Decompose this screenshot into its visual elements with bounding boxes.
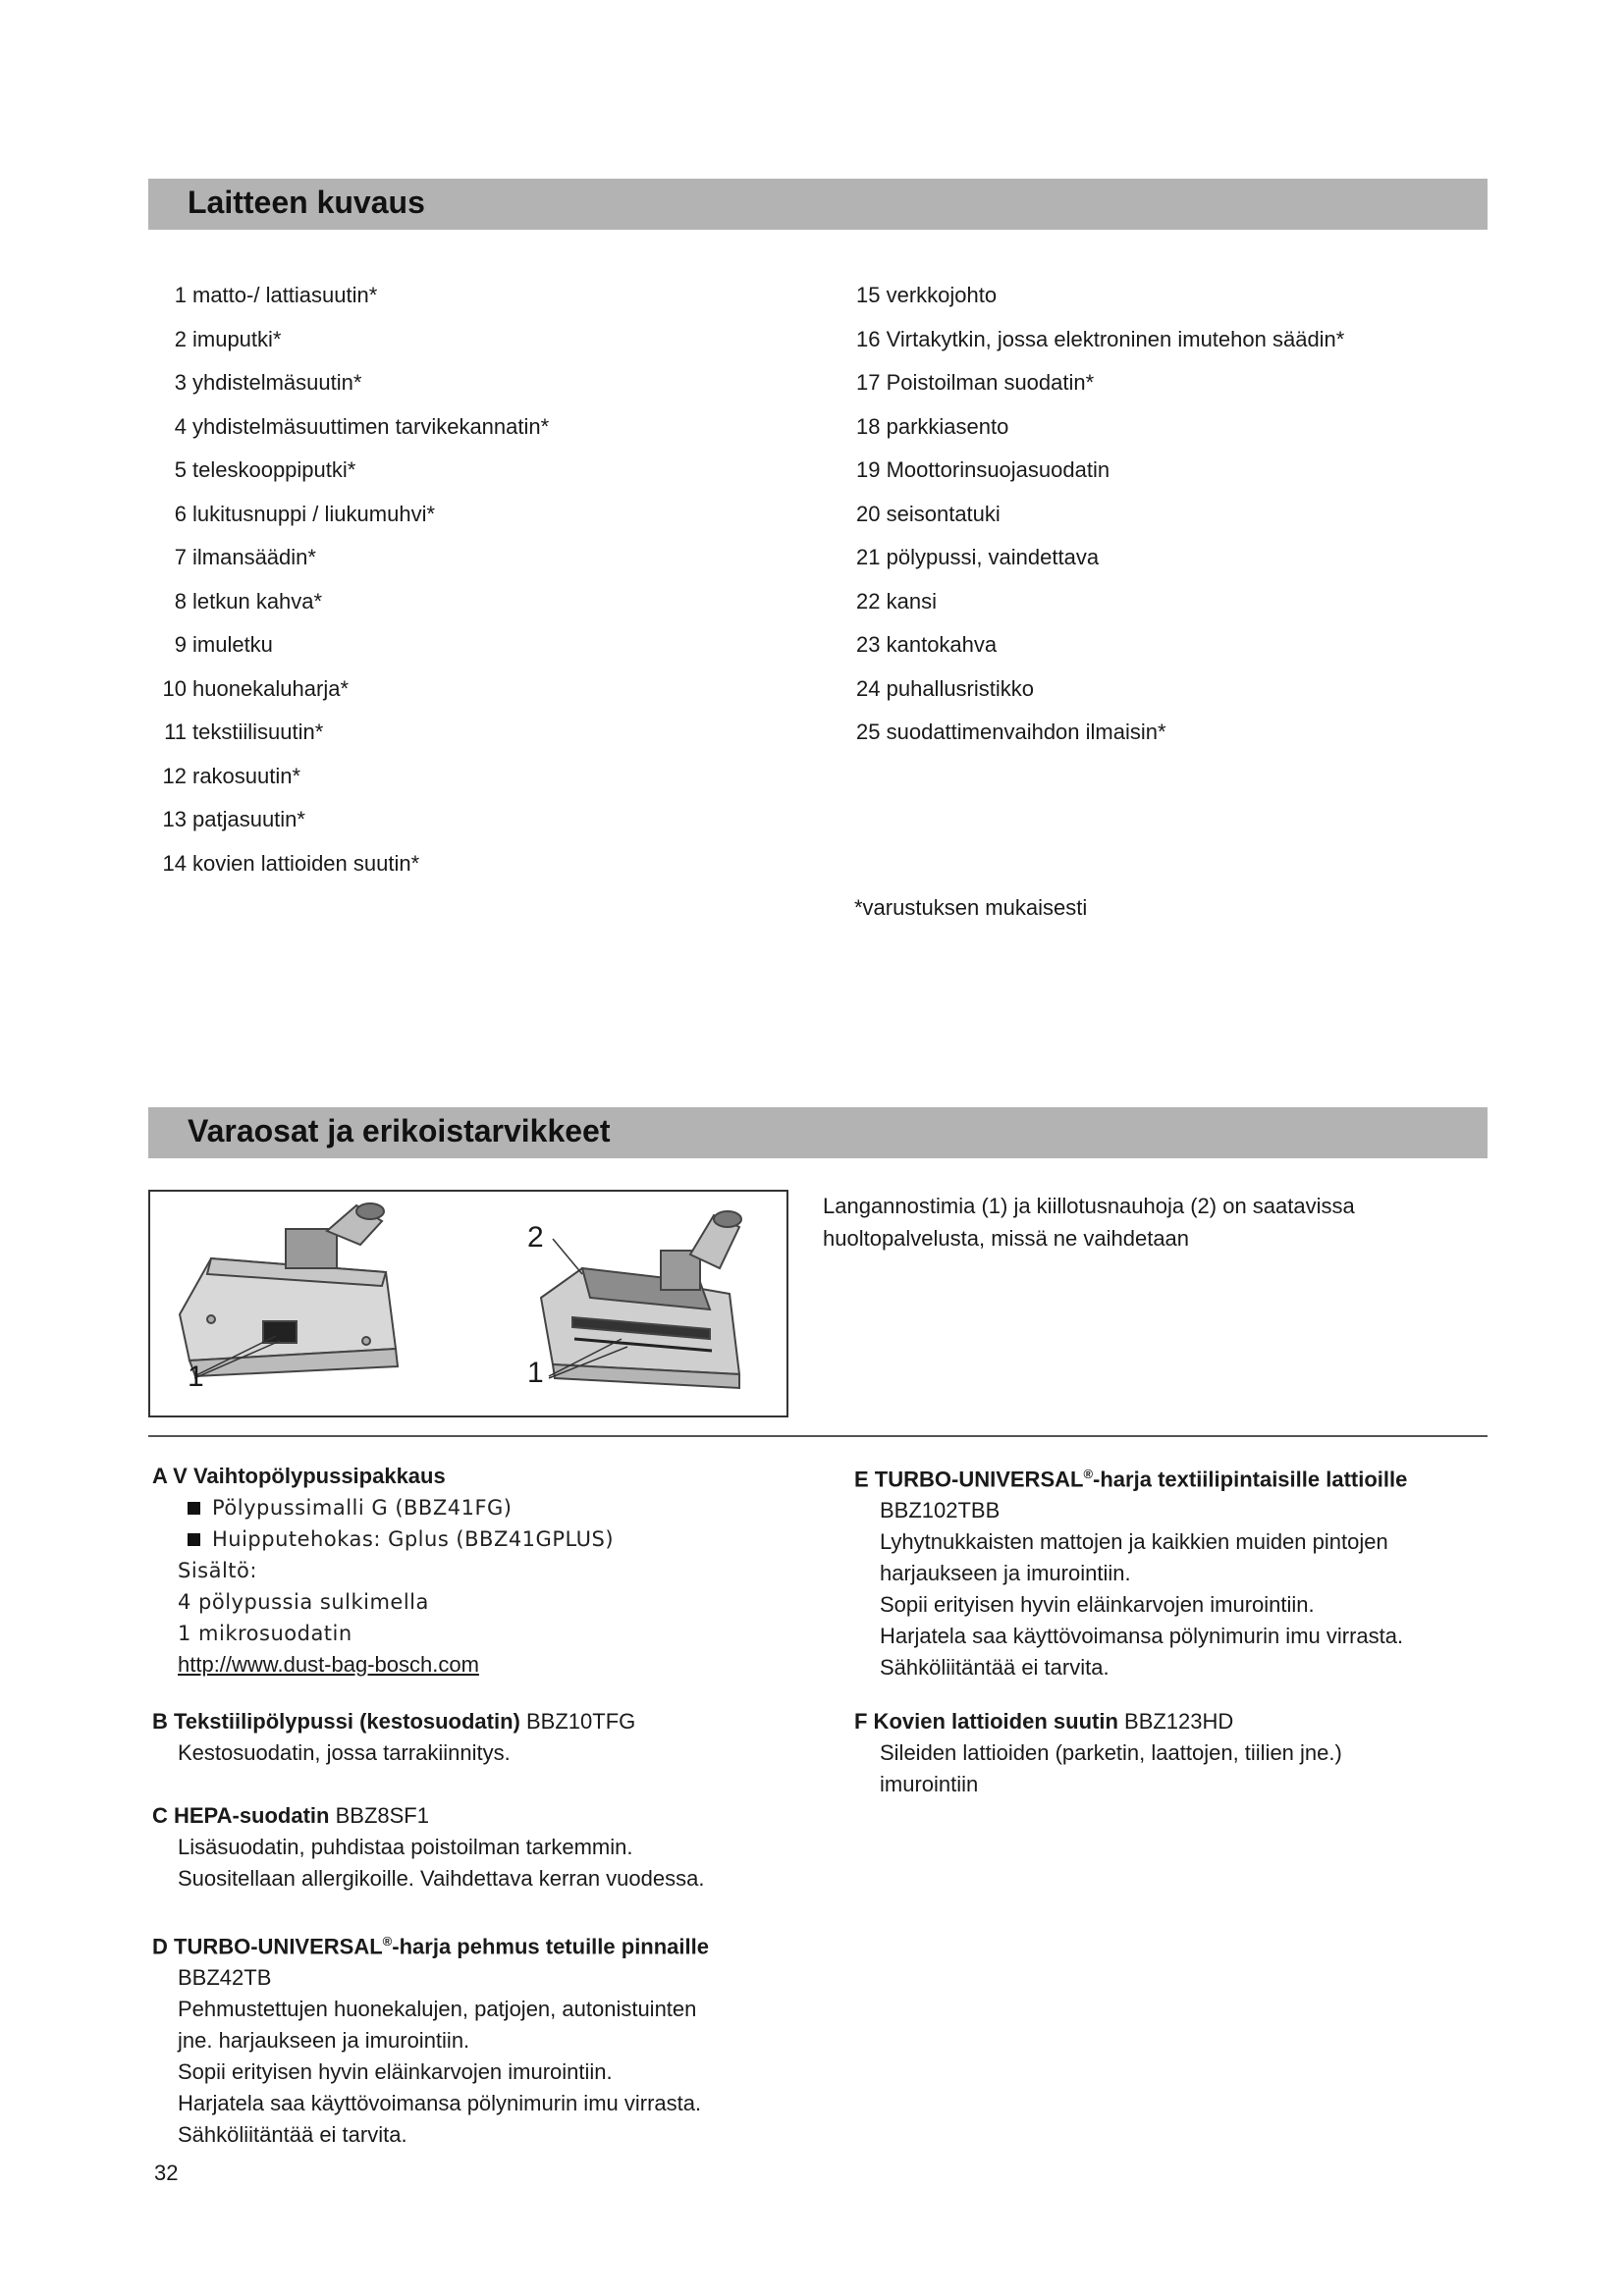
- nozzle-illustration: [150, 1192, 786, 1415]
- accessory-B: B Tekstiilipölypussi (kestosuodatin) BBZ10TFG Kestosuodatin, jossa tarrakiinnitys.: [152, 1709, 636, 1765]
- list-item: 16 Virtakytkin, jossa elektroninen imutehon säädin*: [856, 326, 1345, 351]
- list-item: 24 puhallusristikko: [856, 675, 1035, 701]
- figure-caption: Langannostimia (1) ja kiillotusnauhoja (2) on saatavissa huoltopalvelusta, missä ne vaihdetaan: [823, 1194, 1355, 1251]
- section-header-laitteen-kuvaus: [148, 179, 1488, 230]
- section-header-varaosat: [148, 1107, 1488, 1158]
- parts-list-right: [856, 274, 1344, 755]
- accessory-E: E TURBO-UNIVERSAL®-harja textiilipintaisille lattioille BBZ102TBB Lyhytnukkaisten mattojen ja kaikkien muiden pintojen harjaukseen ja imurointiin. Sopii erityisen hyvin eläinkarvojen imurointiin. Harjatela saa käyttövoimansa pölynimurin imu virrasta. Sähköliitäntää ei tarvita.: [854, 1467, 1408, 1681]
- list-item: 13 patjasuutin*: [162, 807, 305, 831]
- list-item: Huipputehokas: Gplus (BBZ41GPLUS): [178, 1523, 790, 1555]
- bullet-icon: [188, 1533, 200, 1546]
- list-item: 17 Poistoilman suodatin*: [856, 370, 1095, 395]
- list-item: 22 kansi: [856, 588, 937, 614]
- list-item: 25 suodattimenvaihdon ilmaisin*: [856, 720, 1166, 744]
- list-item: 19 Moottorinsuojasuodatin: [856, 457, 1110, 482]
- list-item: Pölypussimalli G (BBZ41FG): [178, 1492, 790, 1523]
- dust-bag-link[interactable]: http://www.dust-bag-bosch.com: [178, 1652, 479, 1677]
- list-item: 2 imuputki*: [174, 326, 282, 351]
- accessory-A: A V Vaihtopölypussipakkaus Pölypussimalli G (BBZ41FG) Huipputehokas: Gplus (BBZ41GPLUS) Sisältö: 4 pölypussia sulkimella 1 mikrosuodatin http://www.dust-bag-bosch.com: [152, 1461, 790, 1681]
- list-item: 1 matto-/ lattiasuutin*: [174, 283, 378, 307]
- list-item: 8 letkun kahva*: [174, 588, 323, 614]
- floor-nozzle-left-image: [180, 1203, 398, 1376]
- section-title: Varaosat ja erikoistarvikkeet: [188, 1113, 611, 1148]
- accessory-C: C HEPA-suodatin BBZ8SF1 Lisäsuodatin, puhdistaa poistoilman tarkemmin. Suositellaan allergikoille. Vaihdettava kerran vuodessa.: [152, 1803, 705, 1891]
- list-item: 18 parkkiasento: [856, 413, 1009, 439]
- list-item: 6 lukitusnuppi / liukumuhvi*: [174, 501, 436, 526]
- figure-label-1-right: 1: [527, 1357, 544, 1389]
- figure-label-1-left: 1: [188, 1361, 204, 1393]
- figure-label-2: 2: [527, 1221, 544, 1254]
- list-item: 11 tekstiilisuutin*: [164, 720, 324, 744]
- list-item: 15 verkkojohto: [856, 283, 998, 307]
- list-item: 20 seisontatuki: [856, 501, 1001, 526]
- page-number: 32: [154, 2161, 179, 2185]
- list-item: 7 ilmansäädin*: [174, 545, 316, 569]
- footnote: *varustuksen mukaisesti: [854, 895, 1088, 920]
- list-item: 4 yhdistelmäsuuttimen tarvikekannatin*: [174, 413, 550, 439]
- accessory-F: F Kovien lattioiden suutin BBZ123HD Sileiden lattioiden (parketin, laattojen, tiilien jne.) imurointiin: [854, 1709, 1342, 1796]
- list-item: 21 pölypussi, vaindettava: [856, 545, 1100, 569]
- accessory-D: D TURBO-UNIVERSAL®-harja pehmus tetuille pinnaille BBZ42TB Pehmustettujen huonekalujen, patjojen, autonistuinten jne. harjaukseen ja imurointiin. Sopii erityisen hyvin eläinkarvojen imurointiin. Harjatela saa käyttövoimansa pölynimurin imu virrasta. Sähköliitäntää ei tarvita.: [152, 1934, 709, 2148]
- turbo-nozzle-right-image: [541, 1211, 741, 1388]
- list-item: 12 rakosuutin*: [162, 763, 301, 788]
- divider: [148, 1435, 1488, 1437]
- list-item: 5 teleskooppiputki*: [174, 457, 356, 482]
- bullet-icon: [188, 1502, 200, 1515]
- parts-list-left: [155, 274, 549, 885]
- list-item: 9 imuletku: [174, 632, 273, 657]
- list-item: 14 kovien lattioiden suutin*: [162, 850, 420, 876]
- list-item: 23 kantokahva: [856, 632, 998, 657]
- section-title: Laitteen kuvaus: [188, 185, 425, 220]
- nozzle-figure: [148, 1190, 788, 1417]
- list-item: 3 yhdistelmäsuutin*: [174, 370, 362, 395]
- list-item: 10 huonekaluharja*: [162, 675, 350, 701]
